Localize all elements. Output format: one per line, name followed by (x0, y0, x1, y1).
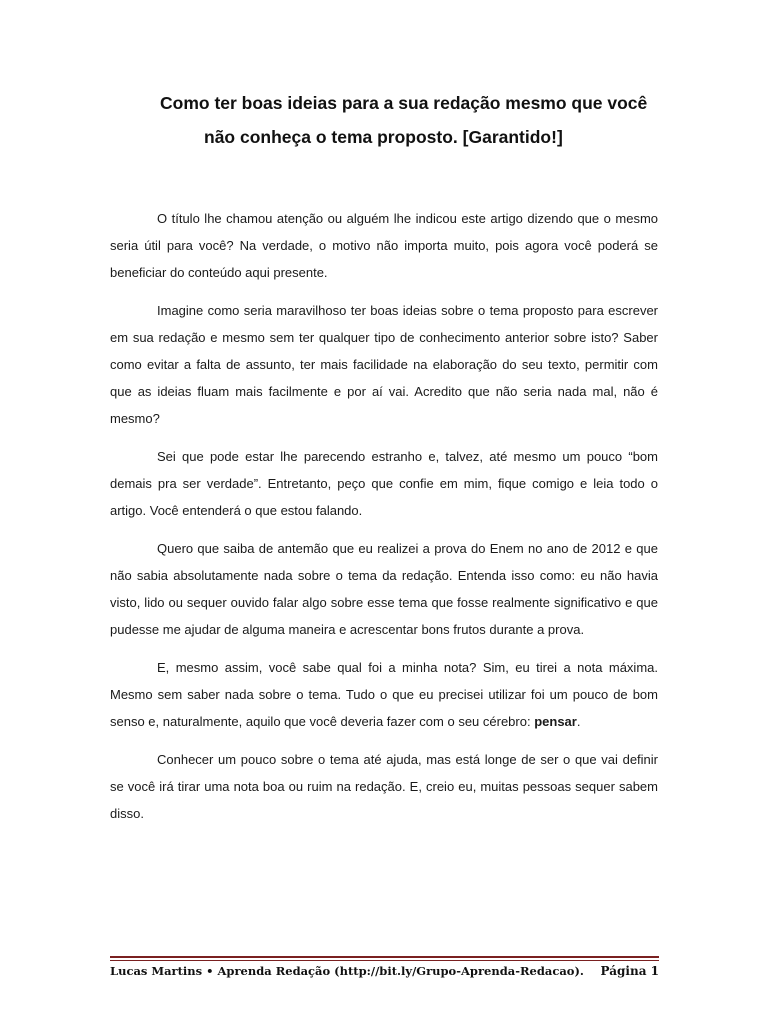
page-footer (110, 964, 659, 978)
paragraph: Imagine como seria maravilhoso ter boas ideias sobre o tema proposto para escrever em sua redação e mesmo sem ter qualquer tipo de conhecimento anterior sobre isto? Saber como evitar a falta de assunto, ter mais facilidade na elaboração do seu texto, permitir com que as ideias fluam mais facilmente e por aí vai. Acredito que não seria nada mal, não é mesmo? (110, 303, 658, 426)
paragraph-text: E, mesmo assim, você sabe qual foi a minha nota? Sim, eu tirei a nota máxima. Mesmo sem saber nada sobre o tema. Tudo o que eu precisei utilizar foi um pouco de bom senso e, naturalmente, aquilo que você deveria fazer com o seu cérebro: (110, 660, 658, 729)
footer-rule-thin (110, 960, 659, 961)
paragraph (110, 654, 658, 735)
footer-rule-thick (110, 956, 659, 958)
paragraph-end: . (576, 714, 581, 729)
paragraph: Sei que pode estar lhe parecendo estranho e, talvez, até mesmo um pouco “bom demais pra ser verdade”. Entretanto, peço que confie em mim, fique comigo e leia todo o artigo. Você entenderá o que estou falando. (110, 449, 658, 518)
paragraph: O título lhe chamou atenção ou alguém lhe indicou este artigo dizendo que o mesmo seria útil para você? Na verdade, o motivo não importa muito, pois agora você poderá se beneficiar do conteúdo aqui presente. (110, 211, 658, 280)
page-number: Página 1 (600, 964, 659, 978)
title-line-1: Como ter boas ideias para a sua redação mesmo que você (160, 93, 648, 113)
document-body (110, 205, 658, 838)
title-line-2: não conheça o tema proposto. [Garantido!] (204, 127, 563, 147)
paragraph: Conhecer um pouco sobre o tema até ajuda, mas está longe de ser o que vai definir se você irá tirar uma nota boa ou ruim na redação. E, creio eu, muitas pessoas sequer sabem disso. (110, 752, 658, 821)
emphasis-word: pensar (534, 714, 577, 729)
paragraph: Quero que saiba de antemão que eu realizei a prova do Enem no ano de 2012 e que não sabia absolutamente nada sobre o tema da redação. Entenda isso como: eu não havia visto, lido ou sequer ouvido falar algo sobre esse tema que fosse realmente significativo e que pudesse me ajudar de alguma maneira e acrescentar bons frutos durante a prova. (110, 541, 658, 637)
document-title (110, 86, 658, 154)
footer-author: Lucas Martins • Aprenda Redação (http://bit.ly/Grupo-Aprenda-Redacao). (110, 964, 584, 978)
